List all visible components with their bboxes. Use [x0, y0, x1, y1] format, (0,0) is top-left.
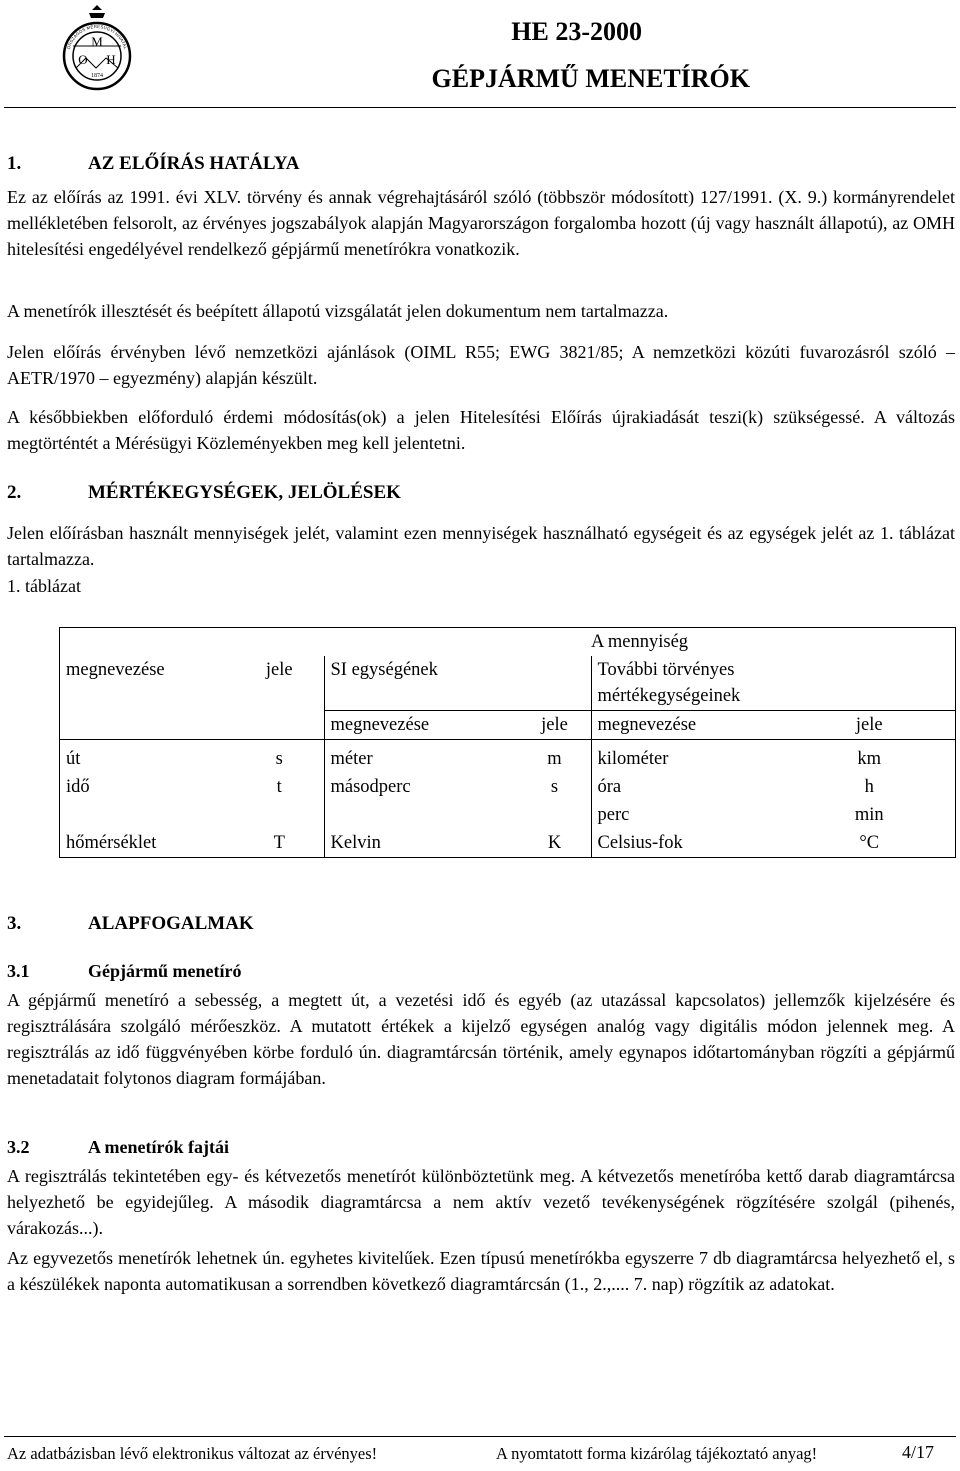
- table-group-header: A mennyiség: [324, 628, 956, 657]
- section-1-paragraph-2: A menetírók illesztését és beépített állapotú vizsgálatát jelen dokumentum nem tartalmazza.: [7, 301, 669, 321]
- section-3-1-number: 3.1: [7, 961, 30, 981]
- section-1-paragraph-1: Ez az előírás az 1991. évi XLV. törvény és annak végrehajtásáról szóló (többször módosított) 127/1991. (X. 9.) kormányrendelet mellékletében felsorolt, az érvényes jogszabályok alapján Magyarországon forgalomba hozott (új vagy használt állapotú), az OMH hitelesítési engedélyével rendelkező gépjármű menetírókra vonatkozik.: [7, 187, 955, 259]
- omh-seal-icon: [62, 4, 132, 92]
- section-2-paragraph-1: Jelen előírásban használt mennyiségek jelét, valamint ezen mennyiségek használható egységeit és az egységek jelét az 1. táblázat tartalmazza.: [7, 523, 955, 569]
- table-row: hőmérséklet T Kelvin K Celsius-fok °C: [60, 829, 956, 858]
- header-rule: [4, 107, 956, 108]
- document-code: HE 23-2000: [511, 17, 642, 46]
- col-si-header: SI egységének: [324, 656, 591, 711]
- col-other-header-line-2: mértékegységeinek: [597, 686, 741, 706]
- section-1-title: AZ ELŐÍRÁS HATÁLYA: [88, 153, 300, 174]
- logo-ring-text: ORSZÁGOS MÉRÉSÜGYI HIVATAL: [65, 23, 129, 50]
- col-name-header: megnevezése: [60, 656, 236, 711]
- table-caption: 1. táblázat: [7, 576, 81, 596]
- logo-year: 1874: [91, 73, 103, 79]
- section-2-number: 2.: [7, 482, 22, 503]
- omh-logo: [62, 4, 132, 92]
- footer-rule: [4, 1436, 956, 1437]
- section-1-heading: [7, 153, 300, 175]
- sub-si-name-header: megnevezése: [324, 711, 519, 740]
- col-other-header-line-1: További törvényes: [597, 660, 735, 680]
- sub-other-symbol-header: jele: [784, 711, 956, 740]
- section-2-title: MÉRTÉKEGYSÉGEK, JELÖLÉSEK: [88, 482, 401, 503]
- logo-letter-m: M: [91, 34, 103, 49]
- section-3-title: ALAPFOGALMAK: [88, 913, 254, 934]
- sub-si-symbol-header: jele: [519, 711, 592, 740]
- section-1-paragraph-4: A későbbiekben előforduló érdemi módosítás(ok) a jelen Hitelesítési Előírás újrakiadását teszi(k) szükségessé. A változás megtörténtét a Mérésügyi Közleményekben meg kell jelentetni.: [7, 407, 955, 453]
- logo-letter-h: H: [106, 52, 116, 67]
- section-3-1-title: Gépjármű menetíró: [88, 961, 242, 981]
- col-other-header: [591, 656, 956, 711]
- table-header-row-1: [60, 628, 956, 657]
- section-3-2-paragraph-2: Az egyvezetős menetírók lehetnek ún. egyhetes kivitelűek. Ezen típusú menetírókba egyszerre 7 db diagramtárcsa helyezhető el, s a készülékek naponta automatikusan a sorrendben következő diagramtárcsán (1., 2.,.... 7. nap) rögzítik az adatokat.: [7, 1248, 955, 1294]
- document-title: GÉPJÁRMŰ MENETÍRÓK: [431, 64, 750, 93]
- section-3-number: 3.: [7, 913, 22, 934]
- col-symbol-header: jele: [235, 656, 324, 711]
- section-1-paragraph-3: Jelen előírás érvényben lévő nemzetközi ajánlások (OIML R55; EWG 3821/85; A nemzetközi közúti fuvarozásról szóló – AETR/1970 – egyezmény) alapján készült.: [7, 342, 955, 388]
- section-3-heading: [7, 913, 254, 935]
- section-3-2-paragraph-1: A regisztrálás tekintetében egy- és kétvezetős menetírót különböztetünk meg. A kétvezetős menetíróba kettő darab diagramtárcsa helyezhető be egyidejűleg. A második diagramtárcsa a nem aktív vezető tevékenységének rögzítésére szolgál (pihenés, várakozás...).: [7, 1166, 955, 1238]
- table-row: idő t másodperc s óra h: [60, 773, 956, 801]
- table-row: út s méter m kilométer km: [60, 740, 956, 774]
- footer-middle-note: A nyomtatott forma kizárólag tájékoztató anyag!: [496, 1444, 818, 1463]
- sub-other-name-header: megnevezése: [591, 711, 784, 740]
- table-header-row-3: [60, 711, 956, 740]
- table-row: perc min: [60, 801, 956, 829]
- page-number: 4/17: [902, 1442, 935, 1462]
- section-3-2-title: A menetírók fajtái: [88, 1137, 229, 1157]
- table-header-row-2: [60, 656, 956, 711]
- logo-letter-o: O: [78, 52, 88, 67]
- footer-left-note: Az adatbázisban lévő elektronikus változat az érvényes!: [7, 1444, 378, 1463]
- units-table: [59, 627, 956, 858]
- section-3-1-paragraph: A gépjármű menetíró a sebesség, a megtett út, a vezetési idő és egyéb (az utazással kapcsolatos) jellemzők kijelzésére és regisztrálására szolgáló mérőeszköz. A mutatott értékek a kijelző egységen analóg vagy digitális módon jelennek meg. A regisztrálás az idő függvényében körbe forduló ún. diagramtárcsán történik, amely egynapos időtartományban rögzíti a gépjármű menetadatait folytonos diagram formájában.: [7, 990, 955, 1088]
- section-1-number: 1.: [7, 153, 22, 174]
- section-2-heading: [7, 482, 401, 504]
- section-3-2-number: 3.2: [7, 1137, 30, 1157]
